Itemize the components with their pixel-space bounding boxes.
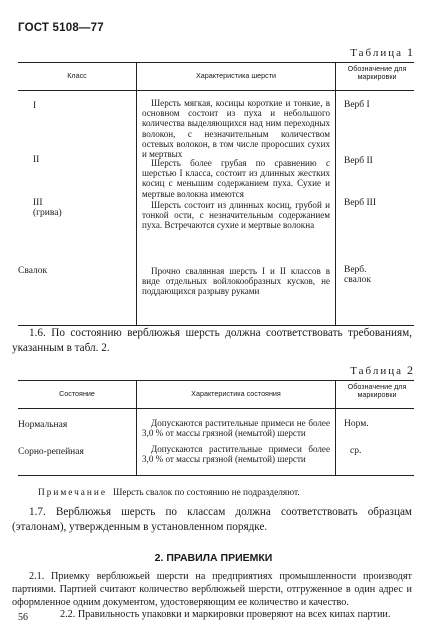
- table2-row2-mark: ср.: [350, 446, 362, 456]
- document-header: ГОСТ 5108—77: [18, 22, 104, 34]
- table1-top-rule: [18, 62, 414, 63]
- table1-row3-mark: Верб III: [344, 198, 377, 208]
- table2-row2-desc: Допускаются растительные примеси более 3,0 % от массы грязной (немытой) шерсти: [142, 444, 330, 465]
- table2-row2-state: Сорно-репейная: [18, 447, 84, 457]
- table1-header-marking: Обозначение для маркировки: [347, 64, 407, 81]
- table1-row2-class: II: [33, 155, 40, 165]
- table2-header-characteristic: Характеристика состояния: [191, 389, 281, 398]
- table1-title-label: Таблица: [350, 47, 403, 59]
- table2-col-divider-2: [335, 380, 336, 475]
- table1-row2-desc: Шерсть более грубая по сравнению с шерстью I класса, состоит из длинных жестких косиц с меньшим содержанием пуха. Сухие и мертвые волокна имеются: [142, 158, 330, 199]
- table1-row1-desc: Шерсть мягкая, косицы короткие и тонкие, в основном состоит из пуха и небольшого количества выделяющихся над ним переходных волокон, с незначительным количеством остевых волокон, в том числе проросших сухих и мертвых: [142, 98, 330, 160]
- table2-bottom-rule: [18, 475, 414, 476]
- table2-title: [350, 363, 413, 378]
- para-1-7: 1.7. Верблюжья шерсть по классам должна соответствовать образцам (эталонам), утвержденным в установленном порядке.: [12, 506, 412, 533]
- table1-title: [350, 45, 413, 60]
- table1-header-characteristic: Характеристика шерсти: [195, 71, 277, 80]
- table1-row4-mark: Верб. свалок: [344, 265, 371, 286]
- table2-top-rule: [18, 380, 414, 381]
- page-number: 56: [18, 612, 28, 623]
- note-text: Шерсть свалок по состоянию не подразделяют.: [113, 488, 300, 498]
- table1-row1-class: I: [33, 101, 37, 111]
- table2-header-marking: Обозначение для маркировки: [347, 382, 407, 399]
- para-1-6: 1.6. По состоянию верблюжья шерсть должна соответствовать требованиям, указанным в табл. 2.: [12, 327, 412, 354]
- table2-number: 2: [407, 363, 413, 377]
- table1-col-divider-2: [335, 62, 336, 325]
- note-label: Примечание: [38, 488, 107, 498]
- section-2-heading: 2. ПРАВИЛА ПРИЕМКИ: [154, 552, 273, 564]
- table2-row1-mark: Норм.: [344, 419, 369, 429]
- table2-header-rule: [18, 408, 414, 409]
- table2-row1-desc: Допускаются растительные примеси не более 3,0 % от массы грязной (немытой) шерсти: [142, 418, 330, 439]
- table1-row1-mark: Верб I: [344, 100, 370, 110]
- table1-header-class: Класс: [67, 71, 87, 80]
- table2-header-state: Состояние: [59, 389, 95, 398]
- table2-title-label: Таблица: [350, 365, 403, 377]
- table1-row3-desc: Шерсть состоит из длинных косиц, грубой и тонкой ости, с незначительным содержанием пуха. Встречаются сухие и мертвые волокна: [142, 200, 330, 231]
- para-2-2: 2.2. Правильность упаковки и маркировки проверяют на всех кипах партии.: [60, 609, 391, 620]
- table1-header-rule: [18, 90, 414, 91]
- table2-row1-state: Нормальная: [18, 420, 68, 430]
- table1-col-divider-1: [136, 62, 137, 325]
- para-2-1: 2.1. Приемку верблюжьей шерсти на предприятиях промышленности производят партиями. Партией считают количество верблюжьей шерсти, отгруженное в один адрес и оформленное одним документом, удостоверяющим ее количество и качество.: [12, 571, 412, 608]
- table1-row3-class: III (грива): [33, 198, 62, 219]
- table1-row4-desc: Прочно свалянная шерсть I и II классов в виде отдельных войлокообразных кусков, не поддающихся разрыву руками: [142, 266, 330, 297]
- table1-number: 1: [407, 45, 413, 59]
- table1-row2-mark: Верб II: [344, 156, 373, 166]
- table1-row4-class: Свалок: [18, 266, 48, 276]
- table-note: [38, 488, 418, 499]
